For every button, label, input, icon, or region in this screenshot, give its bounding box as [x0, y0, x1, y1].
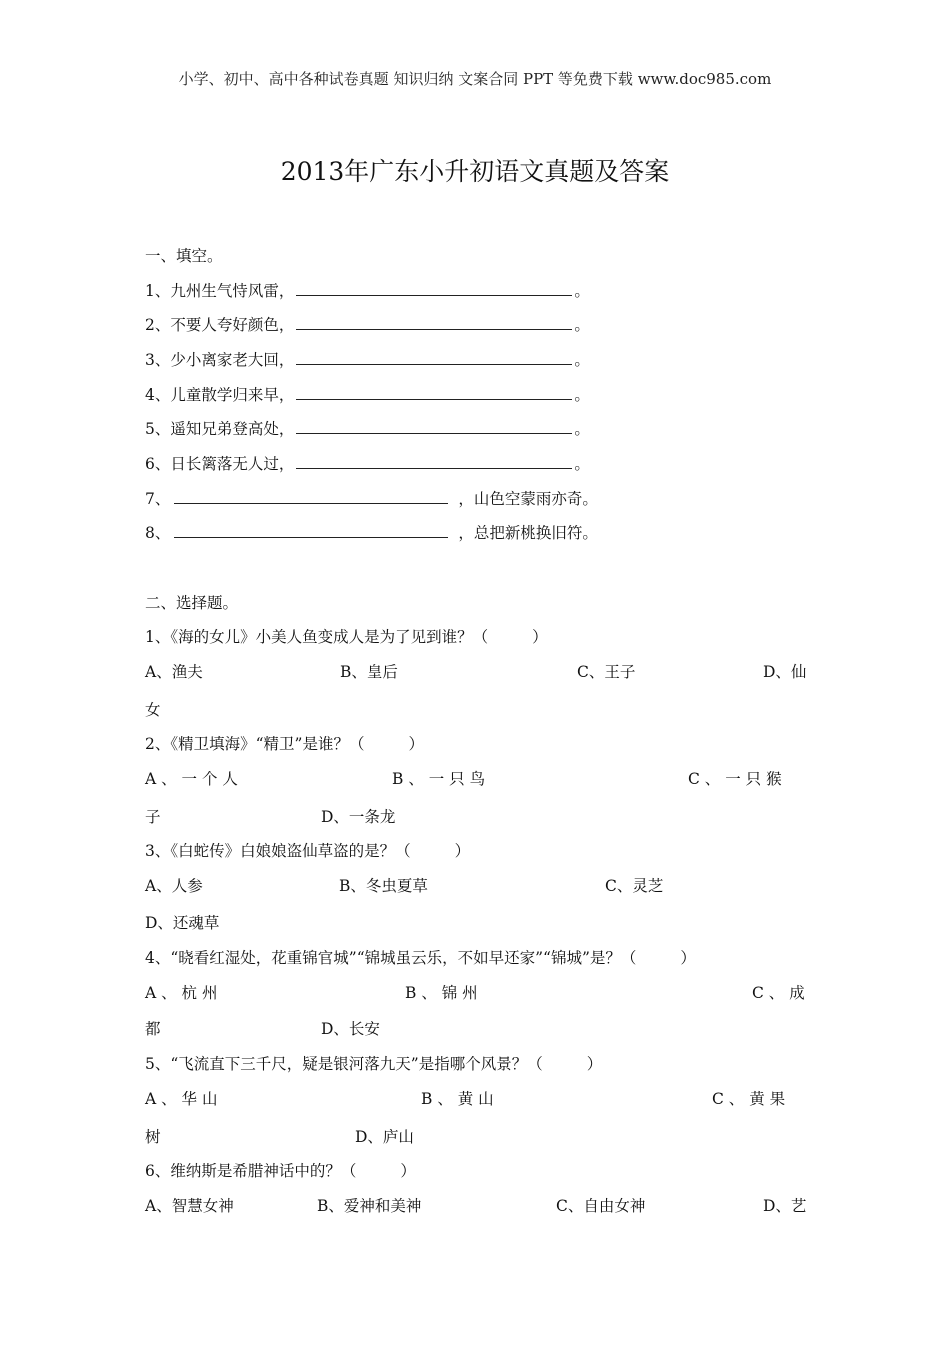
question-text: 6、维纳斯是希腊神话中的？（ — [145, 1162, 357, 1180]
option-b[interactable]: B、冬虫夏草 — [339, 877, 428, 895]
fill-item-8 — [145, 523, 598, 543]
fill-item-5 — [145, 419, 590, 439]
answer-blank[interactable] — [174, 491, 448, 504]
close-paren: ） — [408, 735, 424, 753]
item-text: 日长篱落无人过， — [170, 455, 295, 473]
item-text: 不要人夸好颜色， — [170, 316, 295, 334]
option-a[interactable]: A 、 一 个 人 — [145, 770, 238, 788]
answer-blank[interactable] — [296, 387, 572, 400]
fill-item-1 — [145, 281, 590, 301]
item-number: 5、 — [145, 420, 171, 438]
question-6-stem — [145, 1161, 416, 1181]
close-paren: ） — [532, 628, 548, 646]
option-c[interactable]: C、灵芝 — [605, 877, 664, 895]
close-paren: ） — [680, 949, 696, 967]
item-text: 遥知兄弟登高处， — [170, 420, 295, 438]
option-b[interactable]: B 、 黄 山 — [421, 1090, 494, 1108]
answer-blank[interactable] — [296, 456, 572, 469]
question-text: 1、《海的女儿》小美人鱼变成人是为了见到谁？（ — [145, 628, 489, 646]
page-header: 小学、初中、高中各种试卷真题 知识归纳 文案合同 PPT 等免费下载 www.doc985.com — [178, 70, 772, 88]
option-c[interactable]: C、自由女神 — [556, 1197, 646, 1215]
option-c[interactable]: C 、 黄 果 — [712, 1090, 786, 1108]
question-text: 2、《精卫填海》“精卫”是谁？（ — [145, 735, 365, 753]
question-1-stem — [145, 627, 548, 647]
option-b[interactable]: B、爱神和美神 — [317, 1197, 422, 1215]
item-text: ，山色空蒙雨亦奇。 — [458, 490, 598, 508]
question-5-stem — [145, 1054, 602, 1074]
close-paren: ） — [400, 1162, 416, 1180]
option-c[interactable]: C 、 一 只 猴 — [688, 770, 782, 788]
option-c-wrap: 都 — [145, 1020, 161, 1038]
question-text: 4、“晓看红湿处，花重锦官城”“锦城虽云乐，不如早还家”“锦城”是？（ — [145, 949, 637, 967]
option-b[interactable]: B、皇后 — [340, 663, 398, 681]
item-end: 。 — [574, 455, 590, 473]
answer-blank[interactable] — [296, 283, 572, 296]
item-number: 1、 — [145, 282, 171, 300]
fill-item-3 — [145, 350, 590, 370]
option-d[interactable]: D、长安 — [321, 1020, 380, 1038]
item-number: 8、 — [145, 524, 171, 542]
answer-blank[interactable] — [296, 317, 572, 330]
option-b[interactable]: B 、 锦 州 — [405, 984, 478, 1002]
close-paren: ） — [454, 842, 471, 860]
item-end: 。 — [574, 282, 590, 300]
item-number: 6、 — [145, 455, 171, 473]
option-c-wrap: 树 — [145, 1128, 161, 1146]
item-text: 儿童散学归来早， — [170, 386, 295, 404]
option-a[interactable]: A、渔夫 — [145, 663, 203, 681]
question-2-stem — [145, 734, 424, 754]
item-end: 。 — [574, 420, 590, 438]
item-text: 九州生气恃风雷， — [170, 282, 295, 300]
option-d-wrap: 女 — [145, 701, 161, 719]
section2-heading: 二、选择题。 — [145, 594, 239, 612]
item-end: 。 — [574, 351, 590, 369]
option-c[interactable]: C、王子 — [577, 663, 636, 681]
question-4-stem — [145, 948, 696, 968]
option-d[interactable]: D、还魂草 — [145, 914, 220, 932]
item-text: 少小离家老大回， — [170, 351, 295, 369]
close-paren: ） — [586, 1055, 603, 1073]
option-a[interactable]: A、人参 — [145, 877, 203, 895]
question-text: 3、《白蛇传》白娘娘盗仙草盗的是？（ — [145, 842, 411, 860]
page-title: 2013年广东小升初语文真题及答案 — [280, 157, 670, 186]
option-a[interactable]: A 、 杭 州 — [145, 984, 218, 1002]
answer-blank[interactable] — [296, 421, 572, 434]
option-d[interactable]: D、仙 — [763, 663, 807, 681]
answer-blank[interactable] — [296, 352, 572, 365]
question-text: 5、“飞流直下三千尺，疑是银河落九天”是指哪个风景？（ — [145, 1055, 543, 1073]
option-d[interactable]: D、一条龙 — [321, 808, 396, 826]
option-c[interactable]: C 、 成 — [752, 984, 805, 1002]
item-end: 。 — [574, 316, 590, 334]
option-d[interactable]: D、庐山 — [355, 1128, 414, 1146]
option-a[interactable]: A、智慧女神 — [145, 1197, 234, 1215]
fill-item-7 — [145, 489, 598, 509]
fill-item-4 — [145, 385, 590, 405]
option-a[interactable]: A 、 华 山 — [145, 1090, 218, 1108]
question-3-stem — [145, 841, 470, 861]
option-b[interactable]: B 、 一 只 鸟 — [392, 770, 486, 788]
section1-heading: 一、填空。 — [145, 247, 223, 265]
item-end: 。 — [574, 386, 590, 404]
fill-item-6 — [145, 454, 590, 474]
item-number: 3、 — [145, 351, 171, 369]
item-number: 4、 — [145, 386, 171, 404]
option-c-wrap: 子 — [145, 808, 161, 826]
item-text: ，总把新桃换旧符。 — [458, 524, 598, 542]
item-number: 7、 — [145, 490, 171, 508]
fill-item-2 — [145, 315, 590, 335]
answer-blank[interactable] — [174, 525, 448, 538]
option-d[interactable]: D、艺 — [763, 1197, 807, 1215]
item-number: 2、 — [145, 316, 171, 334]
